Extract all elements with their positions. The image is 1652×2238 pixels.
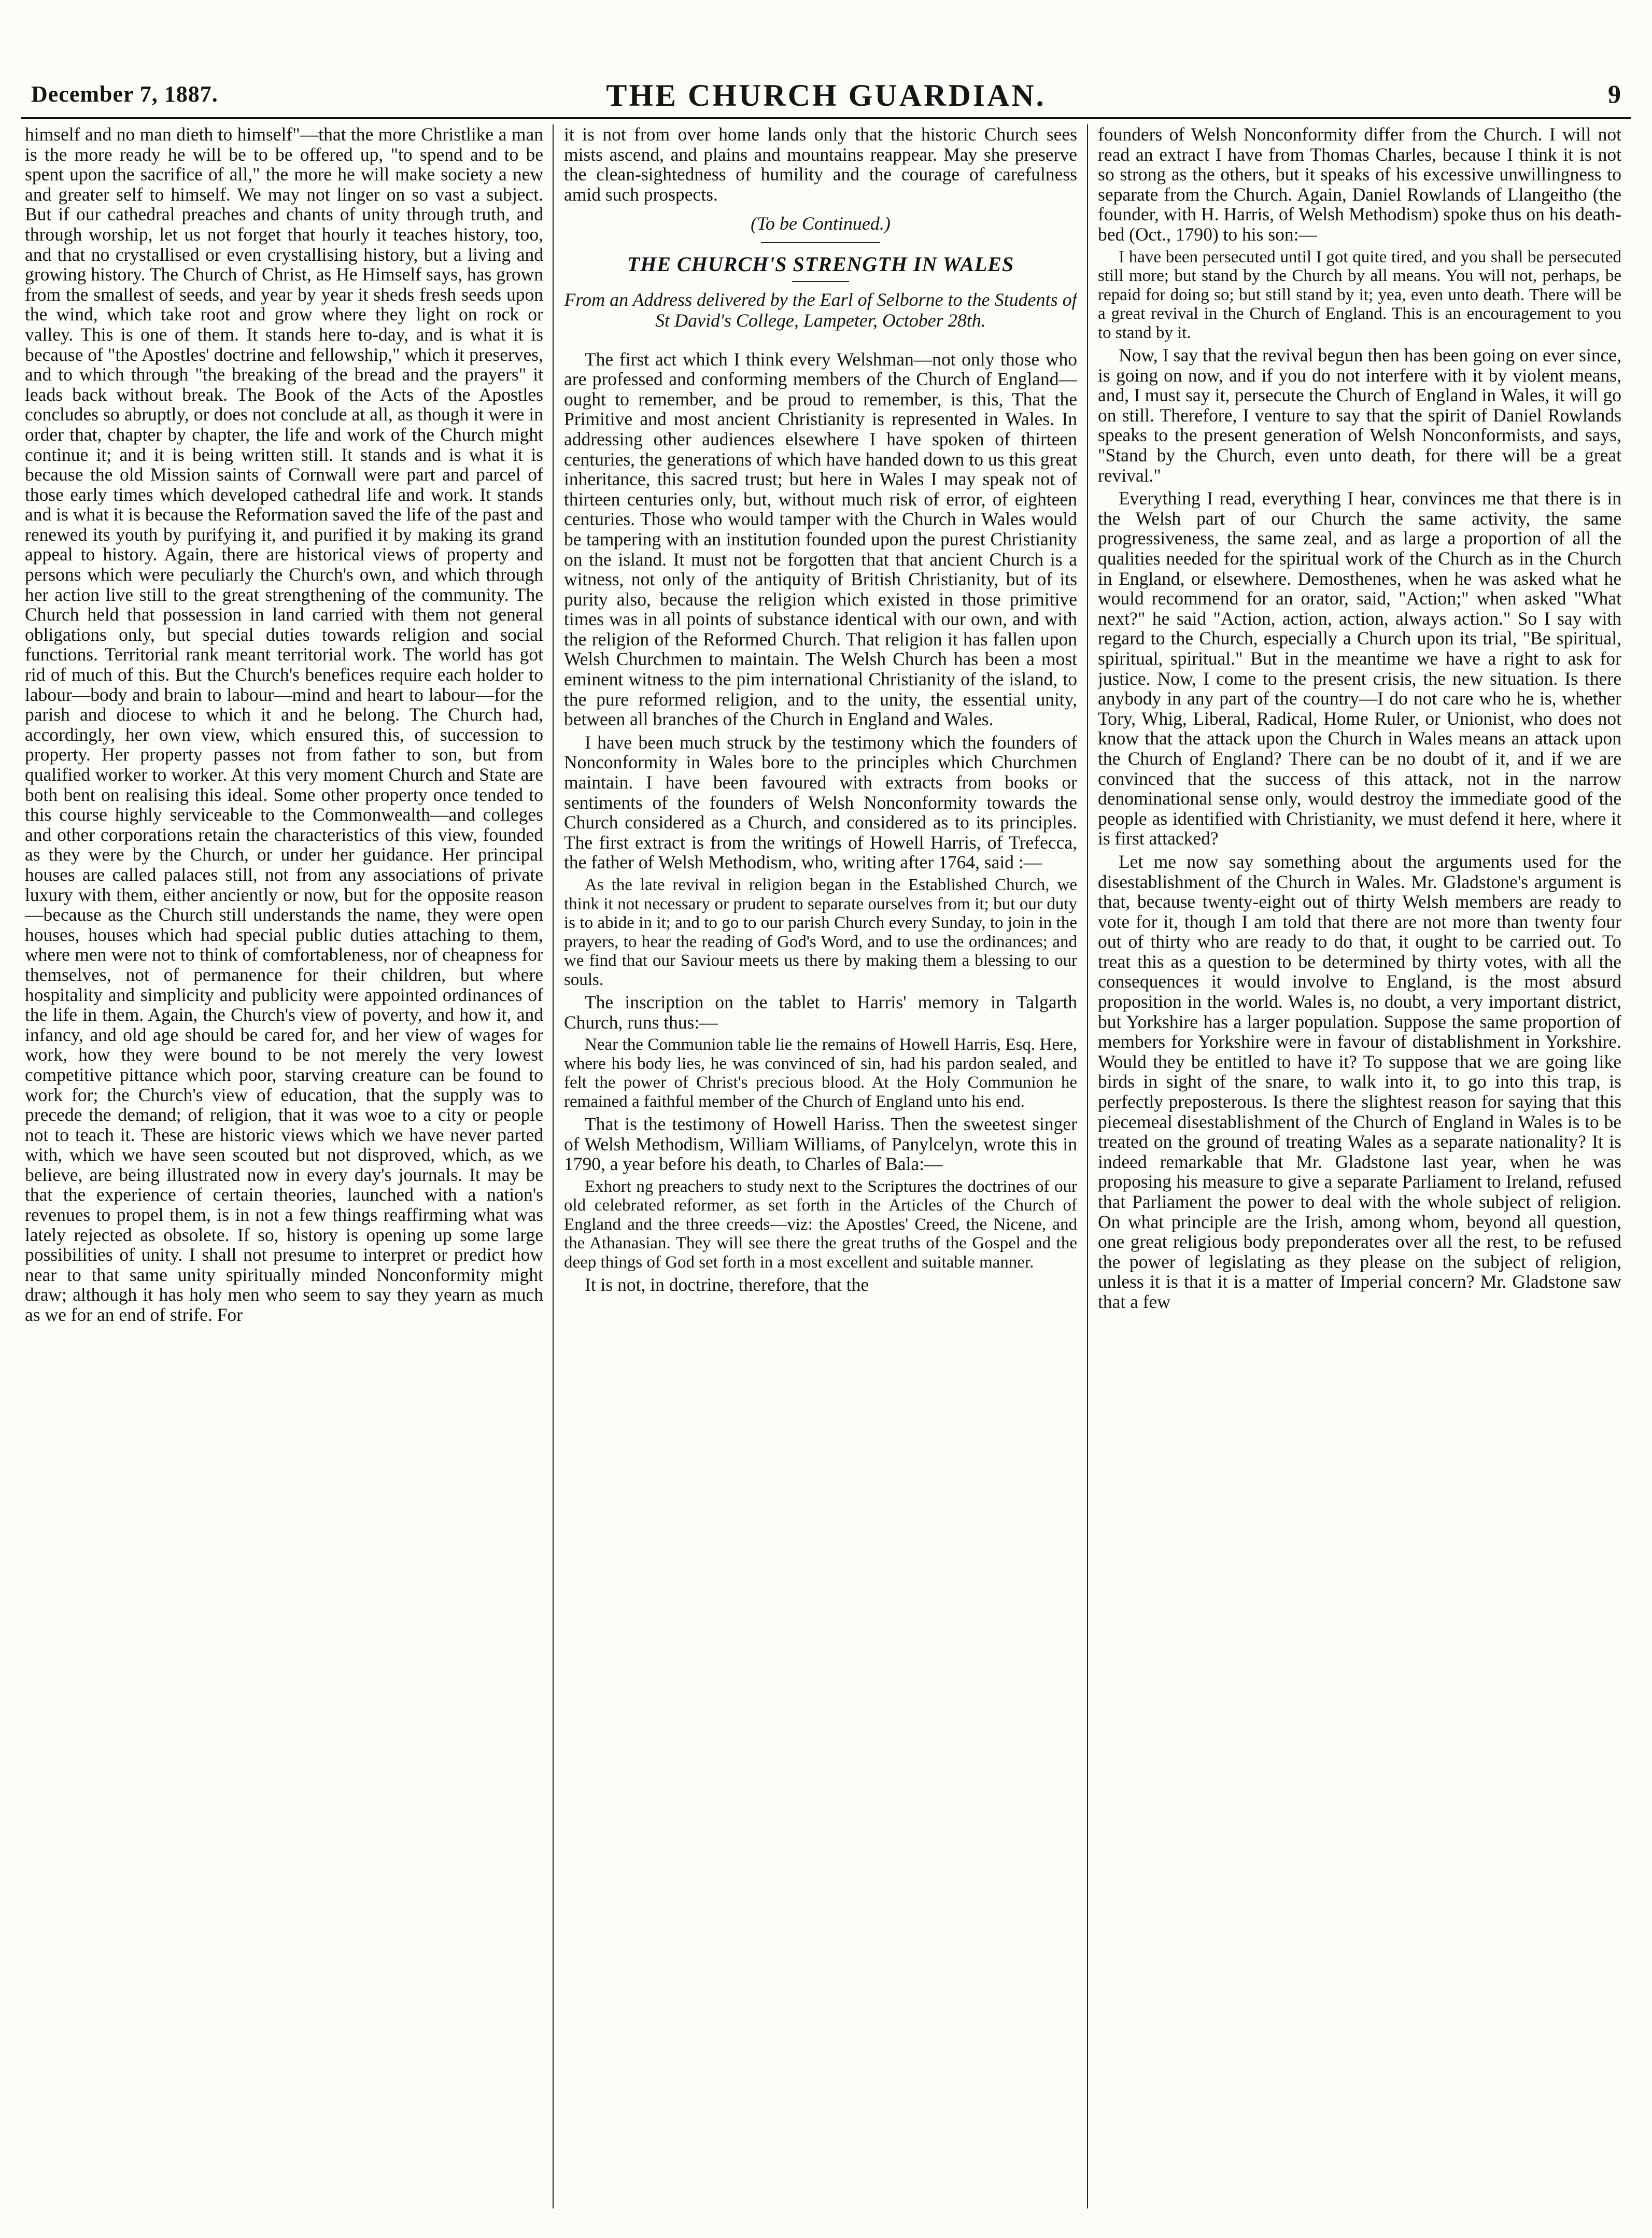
article-paragraph: That is the testimony of Howell Hariss. Then the sweetest singer of Welsh Methodism, William Williams, of Panylcelyn, wrote this in 1790, a year before his death, to Charles of Bala:— [564, 1114, 1077, 1175]
newspaper-title: THE CHURCH GUARDIAN. [606, 78, 1046, 112]
quoted-extract: Exhort ng preachers to study next to the Scriptures the doctrines of our old celebrated reformer, as set forth in the Articles of the Church of England and the three creeds—viz: the Apostles' Creed, the Nicene, and the Athanasian. They will see there the great truths of the Gospel and the deep things of God set forth in a most excellent and suitable manner. [564, 1177, 1077, 1272]
article-paragraph: Now, I say that the revival begun then has been going on ever since, is going on now, and if you do not interfere with it by violent means, and, I must say it, persecute the Church of England in Wales, it will go on still. Therefore, I venture to say that the spirit of Daniel Rowlands speaks to the present generation of Welsh Nonconformists, and says, "Stand by the Church, even unto death, for there will be a great revival." [1098, 345, 1621, 486]
masthead-rule [21, 117, 1631, 119]
section-subheading: From an Address delivered by the Earl of Selborne to the Students of St David's College, Lampeter, October 28th. [564, 289, 1077, 331]
column-divider [553, 124, 554, 2208]
article-paragraph: The first act which I think every Welshman—not only those who are professed and conforming members of the Church of England—ought to remember, and be proud to remember, is this, That the Primitive and most ancient Christianity is represented in Wales. In addressing other audiences elsewhere I have spoken of thirteen centuries, the generations of which have handed down to us this great inheritance, this sacred trust; but here in Wales I may speak not of thirteen centuries only, but, without much risk of error, of eighteen centuries. Those who would tamper with the Church in Wales would be tampering with an institution founded upon the purest Christianity on the island. It must not be forgotten that that ancient Church is a witness, not only of the antiquity of British Christianity, but of its purity also, because the religion which existed in those primitive times was in all points of substance identical with our own, and with the religion of the Reformed Church. That religion it has fallen upon Welsh Churchmen to maintain. The Welsh Church has been a most eminent witness to the pim international Christianity of the island, to the pure reformed religion, and to the unity, the essential unity, between all branches of the Church in England and Wales. [564, 348, 1077, 730]
quoted-extract: As the late revival in religion began in the Established Church, we think it not necessary or prudent to separate ourselves from it; but our duty is to abide in it; and to go to our parish Church every Sunday, to join in the prayers, to hear the reading of God's Word, and to use the ordinances; and we find that our Saviour meets us there by making them a blessing to our souls. [564, 876, 1077, 989]
section-rule [761, 242, 880, 243]
column-divider [1087, 124, 1088, 2208]
article-column-2 [564, 124, 1077, 2208]
issue-date: December 7, 1887. [31, 81, 218, 107]
masthead [21, 78, 1631, 111]
article-paragraph: I have been much struck by the testimony which the founders of Nonconformity in Wales bore to the principles which Churchmen maintain. I have been favoured with extracts from books or sentiments of the founders of Welsh Nonconformity towards the Church considered as a Church, and considered as to its principles. The first extract is from the writings of Howell Harris, of Trefecca, the father of Welsh Methodism, who, writing after 1764, said :— [564, 731, 1077, 873]
article-paragraph: himself and no man dieth to himself"—that the more Christlike a man is the more ready he will be to be offered up, "to spend and to be spent upon the sacrifice of all," the more he will make society a new and greater self to himself. We may not linger on so vast a subject. But if our cathedral preaches and chants of unity through truth, and through worship, let us not forget that hourly it teaches history, too, and that no crystallised or even crystallising history, but a living and growing history. The Church of Christ, as He Himself says, has grown from the smallest of seeds, and year by year it sheds fresh seeds upon the wind, which take root and grow where they light on rock or valley. This is one of them. It stands here to-day, and is what it is because of "the Apostles' doctrine and fellowship," which it preserves, and to which through "the breaking of the bread and the prayers" it leads back without break. The Book of the Acts of the Apostles concludes so abruptly, or does not conclude at all, as though it were in order that, chapter by chapter, the life and work of the Church might continue it; and it is being written still. It stands and is what it is because the old Mission saints of Cornwall were part and parcel of those early times which developed cathedral life and work. It stands and is what it is because the Reformation saved the life of the past and renewed its youth by purifying it, and purified it by making its grand appeal to history. Again, there are historical views of property and persons which were peculiarly the Church's own, and which through her action live still to the great strengthening of the community. The Church held that possession in land carried with them not general obligations only, but special duties towards religion and social functions. Territorial rank meant territorial work. The world has got rid of much of this. But the Church's benefices require each holder to labour—body and brain to labour—mind and heart to labour—for the parish and diocese to which it and he belong. The Church had, accordingly, her own view, which ensured this, of succession to property. Her property passes not from father to son, but from qualified worker to worker. At this very moment Church and State are both bent on realising this ideal. Some other property once tended to this course highly serviceable to the Commonwealth—and colleges and other corporations retain the characteristics of this view, founded as they were by the Church, or under her guidance. Her principal houses are called palaces still, not from any associations of private luxury with them, either anciently or now, but for the opposite reason—because as the Church still understands the name, they were open houses, houses which had special public duties attaching to them, where men were not to think of comfortableness, nor of cheapness for themselves, not of permanence for their children, but where hospitality and simplicity and publicity were appointed ordinances of the life in them. Again, the Church's view of poverty, and how it, and infancy, and old age should be cared for, and her view of wages for work, how they were bound to be not merely the very lowest competitive pittance which poor, starving creature can be found to work for; the Church's view of education, that the supply was to precede the demand; of religion, that it was woe to a city or people not to teach it. These are historic views which we have never parted with, which we have seen scouted but not disproved, which, as we believe, are being illustrated now in every day's journals. It may be that the experience of certain theories, launched with a nation's revenues to propel them, is in not a few things reaffirming what was lately rejected as obsolete. If so, history is opening up some large possibilities of unity. I shall not presume to interpret or predict how near to that same unity spiritually minded Nonconformity might draw; although it has holy men who seem to say they yearn as much as we for an end of strife. For [25, 124, 543, 1326]
article-column-3 [1098, 124, 1621, 2208]
page-number: 9 [1608, 79, 1621, 108]
article-paragraph: Let me now say something about the arguments used for the disestablishment of the Church in Wales. Mr. Gladstone's argument is that, because twenty-eight out of thirty Welsh members are ready to vote for it, though I am told that there are not more than twenty four out of thirty who are ready to do that, it ought to be carried out. To treat this as a question to be determined by thirty votes, with all the consequences it would involve to England, is the most absurd proposition in the world. Wales is, no doubt, a very important district, but Yorkshire has a larger population. Suppose the same proportion of members for Yorkshire were in favour of distablishment in Yorkshire. Would they be entitled to have it? To suppose that we are going like birds in sight of the snare, to walk into it, to go into this trap, is perfectly preposterous. Is there the slightest reason for saying that this piecemeal disestablishment of the Church of England in Wales is to be treated on the ground of treating Wales as a separate nationality? It is indeed remarkable that Mr. Gladstone last year, when he was proposing his measure to give a separate Parliament to Ireland, refused that Parliament the power to deal with the whole subject of religion. On what principle are the Irish, among whom, beyond all question, one great religious body preponderates over all the rest, to be refused the power of legislating as they please on the subject of religion, unless it is that it is a matter of Imperial concern? Mr. Gladstone saw that a few [1098, 851, 1621, 1312]
article-paragraph: founders of Welsh Nonconformity differ from the Church. I will not read an extract I have from Thomas Charles, because I think it is not so strong as the others, but it speaks of his excessive unwillingness to separate from the Church. Again, Daniel Rowlands of Llangeitho (the founder, with H. Harris, of Welsh Methodism) spoke thus on his death-bed (Oct., 1790) to his son:— [1098, 124, 1621, 245]
heading-rule [792, 281, 849, 282]
to-be-continued-note: (To be Continued.) [751, 213, 891, 234]
section-heading: THE CHURCH'S STRENGTH IN WALES [627, 252, 1014, 276]
article-paragraph: It is not, in doctrine, therefore, that the [585, 1274, 869, 1296]
article-paragraph: it is not from over home lands only that the historic Church sees mists ascend, and plains and mountains reappear. May she preserve the clean-sightedness of humility and the courage of carefulness amid such prospects. [564, 124, 1077, 205]
quoted-extract: Near the Communion table lie the remains of Howell Harris, Esq. Here, where his body lies, he was convinced of sin, had his pardon sealed, and felt the power of Christ's precious blood. At the Holy Communion he remained a faithful member of the Church of England unto his end. [564, 1035, 1077, 1111]
article-paragraph: Everything I read, everything I hear, convinces me that there is in the Welsh part of our Church the same activity, the same progressiveness, the same zeal, and as large a proportion of all the qualities needed for the spiritual work of the Church as in the Church in England, or elsewhere. Demosthenes, when he was asked what he would recommend for an orator, said, "Action;" when asked "What next?" he said "Action, action, action, always action." So I say with regard to the Church, especially a Church upon its trial, "Be spiritual, spiritual, spiritual." But in the meantime we have a right to ask for justice. Now, I come to the present crisis, the new situation. Is there anybody in any part of the country—I do not care who he is, whether Tory, Whig, Liberal, Radical, Home Ruler, or Unionist, who does not know that the attack upon the Church in Wales means an attack upon the Church of England? There can be no doubt of it, and if we are convinced that the success of this attack, not in the narrow denominational sense only, would destroy the immediate good of the people as identified with Christianity, we must defend it here, where it is first attacked? [1098, 488, 1621, 849]
article-column-1 [25, 124, 543, 2208]
article-paragraph: The inscription on the tablet to Harris' memory in Talgarth Church, runs thus:— [564, 992, 1077, 1033]
quoted-extract: I have been persecuted until I got quite tired, and you shall be persecuted still more; but stand by the Church by all means. You will not, perhaps, be repaid for doing so; but still stand by it; yea, even unto death. There will be a great revival in the Church of England. This is an encouragement to you to stand by it. [1098, 247, 1621, 342]
